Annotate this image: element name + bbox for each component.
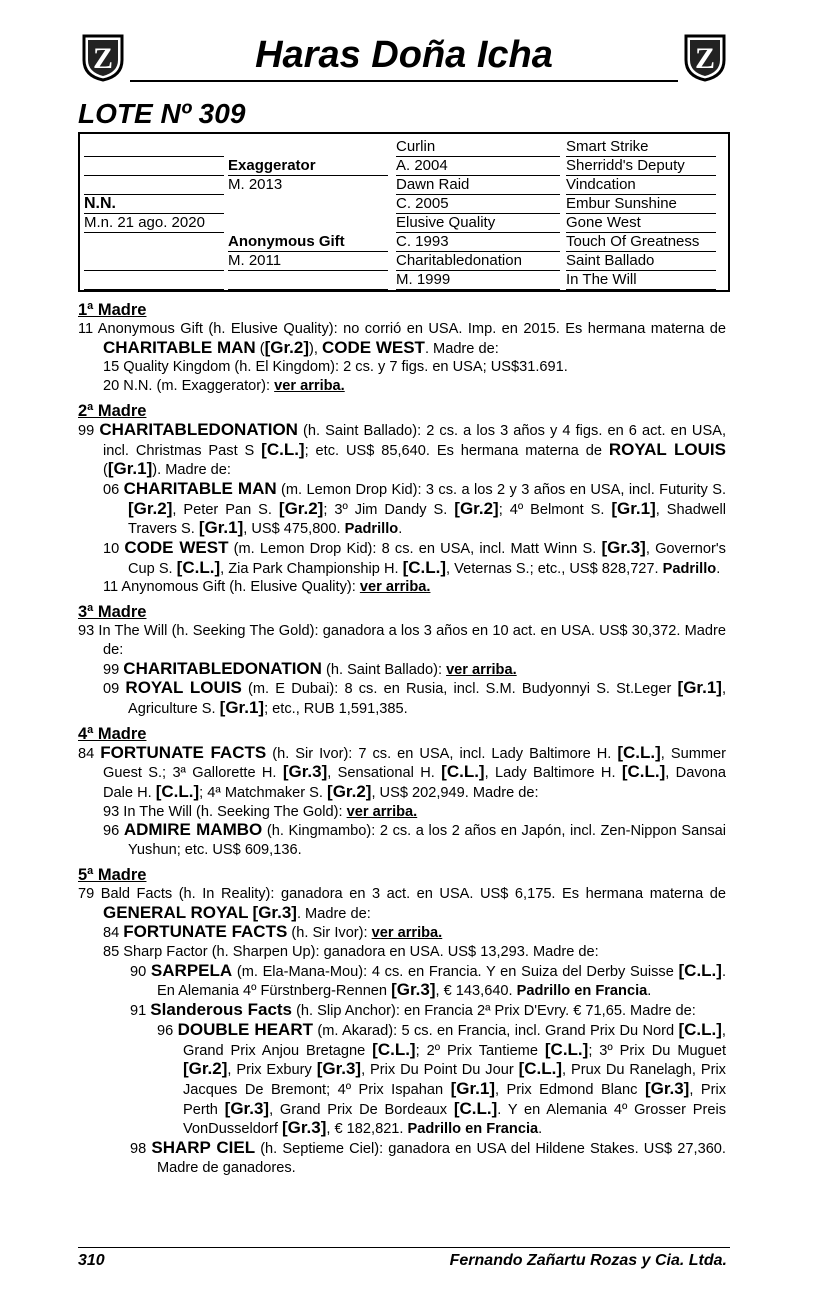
footer-company: Fernando Zañartu Rozas y Cia. Ltda. (449, 1252, 727, 1269)
highlighted-name: [C.L.] (678, 960, 722, 980)
header-divider (130, 80, 678, 82)
pedigree-cell: Smart Strike (566, 138, 716, 157)
pedigree-entry (103, 679, 726, 718)
pedigree-cell: Elusive Quality (396, 214, 560, 233)
section-heading: 3ª Madre (78, 603, 147, 622)
pedigree-entry (78, 320, 726, 358)
entry-text: . (398, 521, 403, 538)
highlighted-name: [Gr.3] (644, 1078, 690, 1098)
highlighted-name: ROYAL LOUIS (608, 439, 726, 459)
entry-text: , Agriculture S. (128, 681, 726, 717)
highlighted-name: FORTUNATE FACTS (123, 922, 288, 942)
pedigree-entry (78, 622, 726, 659)
highlighted-name: [C.L.] (176, 557, 221, 577)
cross-reference-link: ver arriba. (346, 803, 418, 820)
highlighted-name: [Gr.3] (316, 1059, 362, 1079)
highlighted-name: [C.L.] (621, 762, 666, 782)
entry-text: 99 (103, 661, 124, 678)
entry-text: ( (103, 462, 108, 479)
highlighted-name: [Gr.1] (611, 498, 656, 518)
entry-text: Padrillo (662, 560, 717, 577)
entry-text: (m. Akarad): 5 cs. en Francia, incl. Grand Prix Du Nord (312, 1022, 679, 1039)
pedigree-cell (228, 271, 388, 290)
highlighted-name: CHARITABLEDONATION (99, 419, 298, 439)
highlighted-name: [C.L.] (372, 1039, 416, 1059)
entry-text: (h. Sir Ivor): 7 cs. en USA, incl. Lady Baltimore H. (266, 745, 618, 762)
pedigree-cell: Embur Sunshine (566, 195, 716, 214)
highlighted-name: [C.L.] (441, 762, 485, 782)
entry-text: , Zia Park Championship H. (220, 560, 403, 577)
pedigree-cell: Exaggerator (228, 157, 388, 176)
shield-z-logo-icon (682, 32, 728, 82)
entry-text: 06 (103, 481, 124, 498)
entry-text: . Madre de: (424, 340, 499, 357)
highlighted-name: CHARITABLEDONATION (123, 658, 322, 678)
entry-text: 10 (103, 541, 125, 558)
entry-text: , Governor's Cup S. (128, 541, 726, 577)
entry-text: 96 (157, 1022, 178, 1039)
highlighted-name: [C.L.] (617, 742, 661, 762)
highlighted-name: [Gr.1] (107, 459, 153, 479)
pedigree-cell: M. 2011 (228, 252, 388, 271)
entry-text: ; etc. US$ 85,640. Es hermana materna de (304, 442, 609, 459)
entry-text: , Lady Baltimore H. (484, 765, 622, 782)
highlighted-name: [Gr.1] (450, 1078, 495, 1098)
entry-text: , US$ 475,800. (243, 521, 345, 538)
entry-text: ), (309, 340, 322, 357)
pedigree-cell (84, 138, 224, 157)
entry-text: , Prux Du Ranelagh, Prix Jacques De Bremont; 4º Prix Ispahan (183, 1062, 726, 1098)
pedigree-cell: M. 1999 (396, 271, 560, 290)
pedigree-entry (103, 377, 726, 396)
pedigree-entry (130, 1139, 726, 1177)
pedigree-entry (78, 744, 726, 803)
highlighted-name: [Gr.3] (391, 980, 436, 1000)
footer-divider (78, 1247, 730, 1248)
entry-text: 98 (130, 1141, 152, 1158)
pedigree-entry (130, 962, 726, 1001)
pedigree-cell (228, 138, 388, 156)
entry-text: ; etc., RUB 1,591,385. (264, 700, 408, 717)
entry-text: , Grand Prix Anjou Bretagne (183, 1022, 726, 1059)
entry-text: 09 (103, 681, 126, 698)
pedigree-cell: Sherridd's Deputy (566, 157, 716, 176)
entry-text: , Shadwell Travers S. (128, 501, 726, 538)
highlighted-name: GENERAL ROYAL (103, 902, 249, 922)
pedigree-cell: Saint Ballado (566, 252, 716, 271)
highlighted-name: CODE WEST (124, 538, 229, 558)
highlighted-name: [C.L.] (402, 557, 447, 577)
cross-reference-link: ver arriba. (446, 661, 517, 678)
highlighted-name: [Gr.2] (264, 337, 309, 357)
highlighted-name: [Gr.2] (128, 498, 173, 518)
pedigree-entry (103, 539, 726, 578)
entry-text: , US$ 202,949. Madre de: (371, 785, 539, 802)
highlighted-name: [Gr.2] (327, 782, 372, 802)
highlighted-name: CODE WEST (321, 337, 425, 357)
entry-text: ; 4º Belmont S. (498, 501, 612, 518)
pedigree-entry (103, 821, 726, 859)
highlighted-name: [C.L.] (155, 782, 200, 802)
entry-text: ; 2º Prix Tantieme (415, 1042, 545, 1059)
pedigree-cell (84, 271, 224, 290)
highlighted-name: [C.L.] (544, 1039, 589, 1059)
highlighted-name: [Gr.3] (282, 762, 328, 782)
entry-text: , Sensational H. (327, 765, 442, 782)
entry-text: (h. Septieme Ciel): ganadora en USA del Hildene Stakes. US$ 27,360. Madre de ganadores. (157, 1141, 726, 1176)
pedigree-cell: C. 1993 (396, 233, 560, 252)
entry-text: . (647, 983, 652, 1000)
entry-text: , Grand Prix De Bordeaux (269, 1101, 454, 1118)
highlighted-name: [Gr.3] (281, 1118, 327, 1138)
entry-text: (h. Saint Ballado): (321, 661, 447, 678)
entry-text: (h. Saint Ballado): 2 cs. a los 3 años y 4 figs. en 6 act. en USA, incl. Christmas Past S (103, 422, 726, 459)
pedigree-cell: In The Will (566, 271, 716, 290)
pedigree-entry (103, 923, 726, 943)
pedigree-entry (78, 885, 726, 923)
entry-text: , Veternas S.; etc., US$ 828,727. (446, 560, 663, 577)
entry-text: (m. Ela-Mana-Mou): 4 cs. en Francia. Y en Suiza del Derby Suisse (232, 963, 679, 980)
entry-text: (m. E Dubai): 8 cs. en Rusia, incl. S.M. Budyonnyi S. St.Leger (241, 681, 678, 698)
pedigree-entry (78, 421, 726, 480)
pedigree-cell: C. 2005 (396, 195, 560, 214)
pedigree-cell (84, 233, 224, 251)
highlighted-name: CHARITABLE MAN (123, 478, 277, 498)
section-heading: 4ª Madre (78, 724, 147, 743)
pedigree-cell (84, 157, 224, 176)
entry-text: . Y en Alemania 4º Grosser Preis VonDusseldorf (183, 1101, 727, 1138)
highlighted-name: [Gr.3] (601, 538, 646, 558)
pedigree-cell: Touch Of Greatness (566, 233, 716, 252)
pedigree-cell: Vindcation (566, 176, 716, 195)
entry-text: ( (255, 340, 265, 357)
pedigree-cell (228, 214, 388, 232)
cross-reference-link: ver arriba. (274, 378, 345, 395)
entry-text: 90 (130, 963, 151, 980)
highlighted-name: [Gr.2] (183, 1059, 228, 1079)
highlighted-name: ROYAL LOUIS (125, 678, 242, 698)
entry-text: 11 Anonymous Gift (h. Elusive Quality): no corrió en USA. Imp. en 2015. Es hermana materna de (78, 321, 726, 337)
dam-line-text (78, 300, 726, 1177)
svg-text:Z: Z (694, 42, 716, 75)
entry-text: , € 182,821. (326, 1121, 408, 1138)
pedigree-cell: M.n. 21 ago. 2020 (84, 214, 224, 233)
pedigree-cell: A. 2004 (396, 157, 560, 176)
highlighted-name: [C.L.] (261, 439, 305, 459)
pedigree-entry (157, 1021, 726, 1139)
entry-text: , Prix Edmond Blanc (494, 1081, 645, 1098)
highlighted-name: [Gr.2] (278, 498, 324, 518)
highlighted-name: [Gr.3] (252, 902, 297, 922)
highlighted-name: DOUBLE HEART (177, 1019, 313, 1039)
entry-text: , Prix Exbury (227, 1062, 317, 1079)
pedigree-entry (130, 1001, 726, 1021)
highlighted-name: SHARP CIEL (151, 1138, 256, 1158)
entry-text: Padrillo en Francia (516, 983, 648, 1000)
svg-text:Z: Z (92, 42, 114, 75)
highlighted-name: [C.L.] (453, 1098, 498, 1118)
pedigree-cell: M. 2013 (228, 176, 283, 193)
highlighted-name: [Gr.3] (224, 1098, 270, 1118)
entry-text: ; 3º Prix Du Muguet (588, 1042, 726, 1059)
header-title: Haras Doña Icha (255, 34, 553, 76)
entry-text: (m. Lemon Drop Kid): 8 cs. en USA, incl. Matt Winn S. (228, 541, 602, 558)
pedigree-cell: Curlin (396, 138, 560, 157)
pedigree-cell (84, 176, 224, 195)
entry-text: . En Alemania 4º Fürstnberg-Rennen (157, 963, 726, 1000)
pedigree-cell: Anonymous Gift (228, 233, 388, 252)
pedigree-table (78, 132, 730, 292)
highlighted-name: [Gr.2] (454, 498, 499, 518)
entry-text: 20 N.N. (m. Exaggerator): (103, 378, 275, 395)
section-heading: 2ª Madre (78, 401, 147, 420)
highlighted-name: ADMIRE MAMBO (123, 820, 263, 840)
pedigree-entry (103, 578, 726, 597)
entry-text: 11 Anynomous Gift (h. Elusive Quality): (103, 579, 360, 596)
pedigree-cell (228, 195, 388, 213)
entry-text: . Madre de: (296, 905, 371, 922)
entry-text: 79 Bald Facts (h. In Reality): ganadora en 3 act. en USA. US$ 6,175. Es hermana materna de (78, 885, 726, 902)
highlighted-name: SARPELA (150, 960, 233, 980)
entry-text: 15 Quality Kingdom (h. El Kingdom): 2 cs. y 7 figs. en USA; US$31.691. (103, 359, 568, 376)
entry-text: 99 (78, 422, 100, 439)
pedigree-entry (103, 660, 726, 680)
pedigree-cell: N.N. (84, 195, 224, 214)
pedigree-cell (84, 252, 224, 271)
entry-text: , Prix Du Point Du Jour (361, 1062, 519, 1079)
pedigree-cell: Gone West (566, 214, 716, 233)
entry-text: 84 (103, 925, 124, 942)
entry-text: (h. Kingmambo): 2 cs. a los 2 años en Japón, incl. Zen-Nippon Sansai Yushun; etc. US$ 609,136. (128, 823, 726, 859)
entry-text: , € 143,640. (435, 983, 517, 1000)
highlighted-name: CHARITABLE MAN (103, 337, 256, 357)
entry-text: 93 In The Will (h. Seeking The Gold): ganadora a los 3 años en 10 act. en USA. US$ 30,372. Madre de: (78, 623, 726, 658)
pedigree-entry (103, 480, 726, 539)
highlighted-name: Slanderous Facts (150, 1000, 293, 1020)
entry-text: ; 3º Jim Dandy S. (323, 501, 455, 518)
highlighted-name: [Gr.1] (219, 697, 265, 717)
entry-text: , Davona Dale H. (103, 765, 726, 802)
lot-title: LOTE Nº 309 (78, 98, 246, 129)
page-header (78, 30, 730, 85)
entry-text: Padrillo (344, 521, 399, 538)
entry-text: 91 (130, 1003, 151, 1020)
cross-reference-link: ver arriba. (371, 925, 443, 942)
pedigree-entry (103, 803, 726, 822)
pedigree-cell: Charitabledonation (396, 252, 560, 271)
entry-text: 84 (78, 745, 101, 762)
entry-text: , Peter Pan S. (172, 501, 279, 518)
entry-text: 85 Sharp Factor (h. Sharpen Up): ganadora en USA. US$ 13,293. Madre de: (103, 943, 599, 960)
pedigree-cell: Dawn Raid (396, 176, 560, 195)
entry-text: Padrillo en Francia (407, 1121, 539, 1138)
section-heading: 5ª Madre (78, 865, 147, 884)
highlighted-name: [Gr.1] (198, 518, 244, 538)
entry-text: . (538, 1121, 543, 1138)
entry-text: 96 (103, 823, 124, 840)
highlighted-name: [Gr.1] (677, 678, 722, 698)
entry-text: ). Madre de: (152, 462, 231, 479)
entry-text: , Summer Guest S.; 3ª Gallorette H. (103, 745, 727, 782)
entry-text: (m. Lemon Drop Kid): 3 cs. a los 2 y 3 años en USA, incl. Futurity S. (276, 481, 726, 498)
entry-text: . (716, 560, 721, 577)
entry-text: (h. Sir Ivor): (287, 925, 372, 942)
entry-text: , Prix Perth (183, 1081, 727, 1118)
cross-reference-link: ver arriba. (359, 579, 431, 596)
section-heading: 1ª Madre (78, 301, 147, 319)
page-number: 310 (78, 1252, 105, 1269)
entry-text: 93 In The Will (h. Seeking The Gold): (103, 803, 347, 820)
highlighted-name: [C.L.] (518, 1059, 563, 1079)
highlighted-name: [C.L.] (678, 1019, 722, 1039)
pedigree-entry (103, 943, 726, 962)
entry-text: (h. Slip Anchor): en Francia 2ª Prix D'Evry. € 71,65. Madre de: (292, 1003, 696, 1020)
entry-text: ; 4ª Matchmaker S. (199, 785, 328, 802)
highlighted-name: FORTUNATE FACTS (100, 742, 267, 762)
pedigree-entry (103, 358, 726, 377)
